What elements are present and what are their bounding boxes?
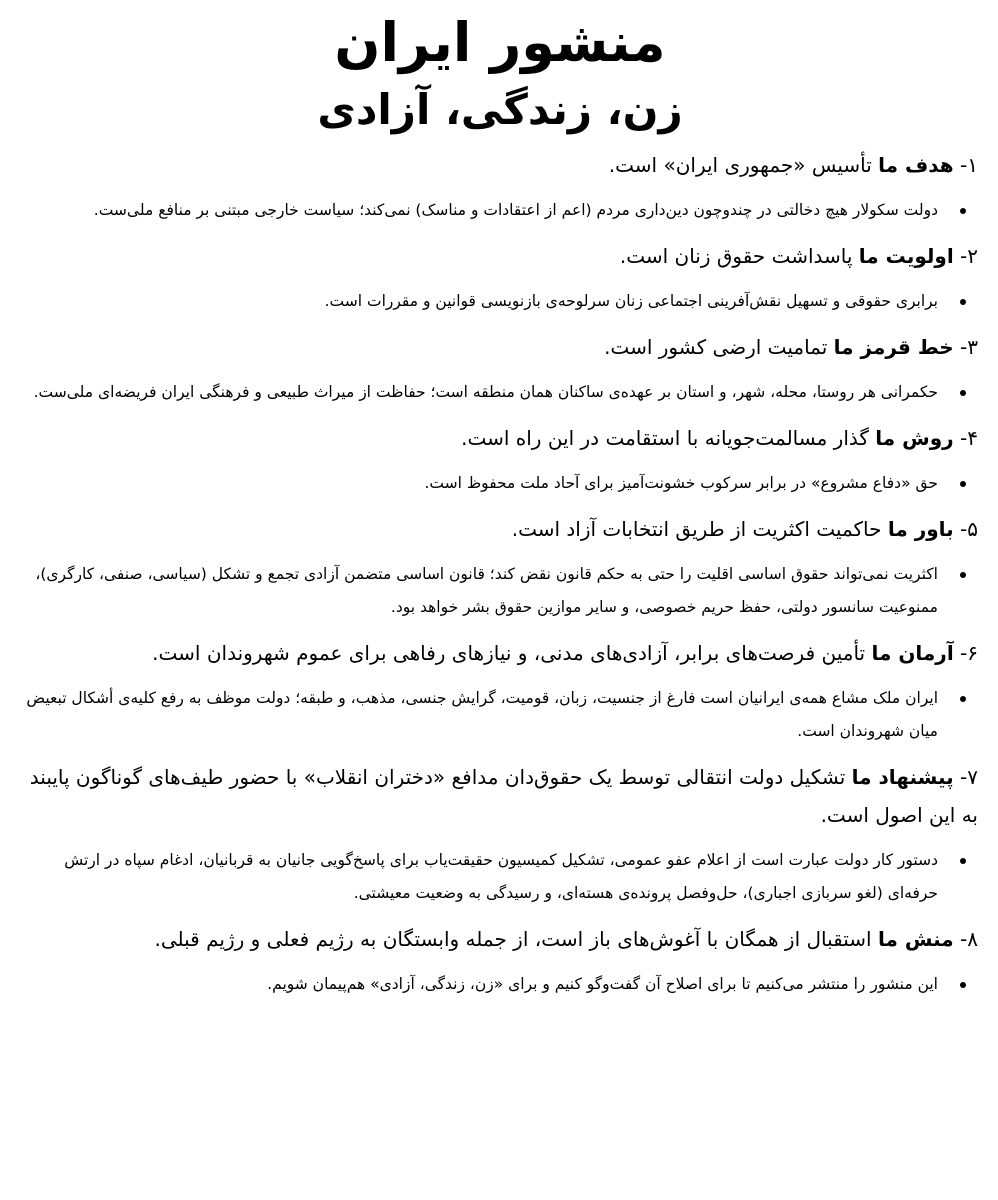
section-bullet: حق «دفاع مشروع» در برابر سرکوب خشونت‌آمیز برای آحاد ملت محفوظ است. <box>16 467 938 500</box>
section-bullet-list <box>16 376 984 409</box>
section-bullet-list <box>16 194 984 227</box>
section-statement: تشکیل دولت انتقالی توسط یک حقوق‌دان مدافع «دختران انقلاب» با حضور طیف‌های گوناگون پایبند به این اصول است. <box>29 765 978 827</box>
manifesto-section <box>16 146 984 227</box>
section-heading <box>16 328 984 366</box>
section-number: ۳- <box>960 335 978 359</box>
manifesto-section <box>16 758 984 910</box>
section-statement: تمامیت ارضی کشور است. <box>604 335 828 359</box>
manifesto-section <box>16 634 984 748</box>
manifesto-section <box>16 419 984 500</box>
section-keyword: پیشنهاد ما <box>851 765 954 789</box>
section-heading <box>16 419 984 457</box>
section-bullet-list <box>16 844 984 910</box>
section-statement: حاکمیت اکثریت از طریق انتخابات آزاد است. <box>511 517 882 541</box>
section-bullet: دولت سکولار هیچ دخالتی در چندوچون دین‌داری مردم (اعم از اعتقادات و مناسک) نمی‌کند؛ سیاست خارجی مبتنی بر منافع ملی‌ست. <box>16 194 938 227</box>
section-bullet-list <box>16 682 984 748</box>
section-bullet-list <box>16 467 984 500</box>
section-bullet: ایران ملک مشاع همه‌ی ایرانیان است فارغ از جنسیت، زبان، قومیت، گرایش جنسی، مذهب، و طبقه؛ دولت موظف به رفع کلیه‌ی أشکال تبعیض میان شهروندان است. <box>16 682 938 748</box>
section-statement: تأمین فرصت‌های برابر، آزادی‌های مدنی، و نیازهای رفاهی برای عموم شهروندان است. <box>152 641 866 665</box>
section-bullet: دستور کار دولت عبارت است از اعلام عفو عمومی، تشکیل کمیسیون حقیقت‌یاب برای پاسخ‌گویی جانیان به قربانیان، ادغام سپاه در ارتش حرفه‌ای (لغو سربازی اجباری)، حل‌وفصل پرونده‌ی هسته‌ای، و رسیدگی به وضعیت معیشتی. <box>16 844 938 910</box>
section-heading <box>16 920 984 958</box>
section-bullet: این منشور را منتشر می‌کنیم تا برای اصلاح آن گفت‌وگو کنیم و برای «زن، زندگی، آزادی» هم‌پیمان شویم. <box>16 968 938 1001</box>
section-keyword: خط قرمز ما <box>833 335 954 359</box>
manifesto-section <box>16 920 984 1001</box>
section-heading <box>16 146 984 184</box>
section-keyword: اولویت ما <box>858 244 954 268</box>
section-statement: تأسیس «جمهوری ایران» است. <box>608 153 872 177</box>
section-statement: استقبال از همگان با آغوش‌های باز است، از جمله وابستگان به رژیم فعلی و رژیم قبلی. <box>154 927 872 951</box>
section-bullet-list <box>16 558 984 624</box>
page-subtitle: زن، زندگی، آزادی <box>317 85 683 134</box>
section-bullet-list <box>16 285 984 318</box>
section-keyword: آرمان ما <box>871 641 954 665</box>
section-heading <box>16 634 984 672</box>
sections-list <box>16 146 984 1001</box>
section-number: ۵- <box>960 517 978 541</box>
manifesto-section <box>16 510 984 624</box>
section-heading <box>16 237 984 275</box>
section-statement: گذار مسالمت‌جویانه با استقامت در این راه است. <box>461 426 869 450</box>
section-statement: پاسداشت حقوق زنان است. <box>619 244 853 268</box>
section-number: ۶- <box>960 641 978 665</box>
page-title: منشور ایران <box>334 11 666 74</box>
section-number: ۲- <box>960 244 978 268</box>
section-keyword: منش ما <box>877 927 954 951</box>
section-bullet: برابری حقوقی و تسهیل نقش‌آفرینی اجتماعی زنان سرلوحه‌ی بازنویسی قوانین و مقررات است. <box>16 285 938 318</box>
section-heading <box>16 758 984 834</box>
section-bullet: اکثریت نمی‌تواند حقوق اساسی اقلیت را حتی به حکم قانون نقض کند؛ قانون اساسی متضمن آزادی تجمع و تشکل (سیاسی، صنفی، کارگری)، ممنوعیت سانسور دولتی، حفظ حریم خصوصی، و سایر موازین حقوق بشر خواهد بود. <box>16 558 938 624</box>
section-number: ۴- <box>960 426 978 450</box>
section-number: ۸- <box>960 927 978 951</box>
section-number: ۱- <box>960 153 978 177</box>
section-keyword: باور ما <box>887 517 954 541</box>
section-number: ۷- <box>960 765 978 789</box>
section-heading <box>16 510 984 548</box>
section-keyword: هدف ما <box>878 153 954 177</box>
manifesto-section <box>16 328 984 409</box>
section-bullet: حکمرانی هر روستا، محله، شهر، و استان بر عهده‌ی ساکنان همان منطقه است؛ حفاظت از میراث طبیعی و فرهنگی ایران فریضه‌ای ملی‌ست. <box>16 376 938 409</box>
section-keyword: روش ما <box>875 426 954 450</box>
section-bullet-list <box>16 968 984 1001</box>
manifesto-section <box>16 237 984 318</box>
